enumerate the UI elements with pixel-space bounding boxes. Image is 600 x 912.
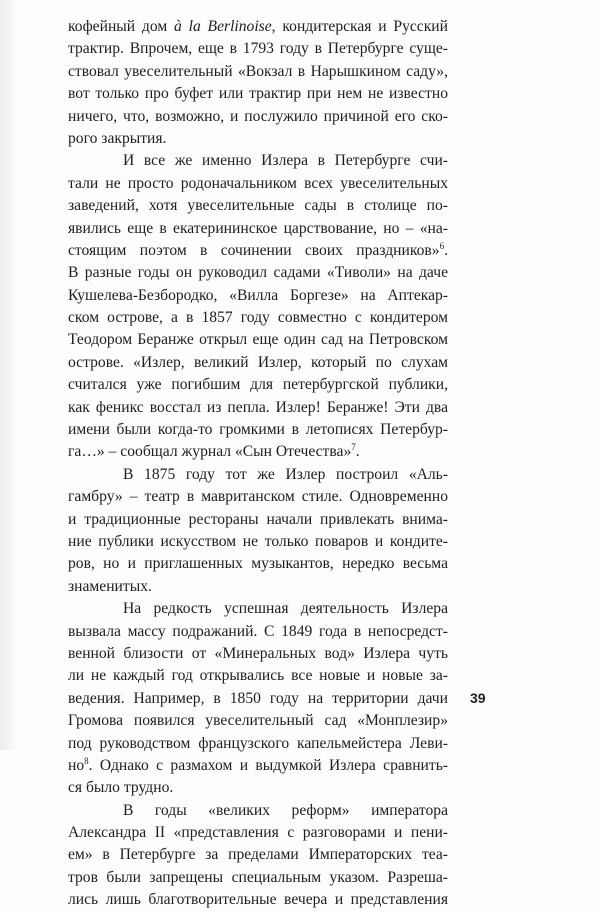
text-line: ся было трудно. — [68, 779, 174, 797]
book-page-text — [68, 16, 448, 912]
text-line: как феникс восстал из пепла. Излер! Беранже! Эти два — [68, 398, 448, 416]
text-line: вот только про буфет или трактир при нем не известно — [68, 85, 448, 103]
text-line: тров были запрещены специальным указом. Разреша- — [68, 868, 448, 886]
text-line: трактир. Впрочем, еще в 1793 году в Петербурге суще- — [68, 40, 448, 58]
text-line: под руководством французского капельмейстера Леви- — [68, 734, 448, 752]
text-line: венной близости от «Минеральных вод» Излера чуть — [68, 644, 448, 662]
page-gutter-shadow — [0, 0, 18, 750]
text-line: В разные годы он руководил садами «Тиволи» на даче — [68, 264, 448, 282]
text-line: га…» – сообщал журнал «Сын Отечества»$^7$. — [68, 442, 360, 461]
text-line: Александра II «представления с разговорами и пени- — [68, 824, 448, 842]
text-line: и традиционные рестораны начали привлекать внима- — [68, 510, 448, 528]
text-line: ничего, что, возможно, и послужило причиной его ско- — [68, 107, 448, 125]
text-line: рого закрытия. — [68, 129, 167, 147]
text-line: Кушелева-Безбородко, «Вилла Боргезе» на Аптекар- — [68, 286, 448, 304]
text-line: вызвала массу подражаний. С 1849 года в непосредст- — [68, 622, 448, 640]
text-line: ние публики искусством не только поваров и кондите- — [68, 532, 448, 550]
text-line: имени были когда-то громкими в летописях Петербур- — [68, 421, 448, 439]
text-line: В годы «великих реформ» императора — [123, 801, 448, 819]
text-line: ствовал увеселительный «Вокзал в Нарышкином саду», — [68, 62, 448, 80]
footnote-ref: 8 — [84, 755, 89, 766]
text-line: В 1875 году тот же Излер построил «Аль- — [123, 465, 448, 483]
page-number: 39 — [470, 690, 486, 706]
text-line: Громова появился увеселительный сад «Монплезир» — [68, 712, 448, 730]
text-line: заведений, хотя увеселительные сады в столице по- — [68, 197, 448, 215]
text-line: $но^8$. Однако с размахом и выдумкой Излера сравнить- — [68, 755, 448, 774]
footnote-ref: 7 — [351, 442, 356, 453]
text-line: лись лишь благотворительные вечера и представления — [68, 891, 448, 909]
text-line: На редкость успешная деятельность Излера — [123, 600, 448, 618]
text-line: И все же именно Излера в Петербурге счи- — [123, 152, 448, 170]
text-line: тали не просто родоначальником всех увеселительных — [68, 174, 448, 192]
text-line: ведения. Например, в 1850 году на территории дачи — [68, 689, 448, 707]
text-line: Теодором Беранже открыл еще один сад на Петровском — [68, 331, 448, 349]
text-line: кофейный дом à la Berlinoise, кондитерская и Русский — [68, 18, 448, 35]
text-line: ем» в Петербурге за пределами Императорских теа- — [68, 846, 448, 864]
text-line: ров, но и приглашенных музыкантов, нередко весьма — [68, 555, 448, 573]
text-line: ли не каждый год открывались все новые и новые за- — [68, 667, 448, 685]
footnote-ref: 6 — [439, 240, 445, 251]
text-line: знаменитых. — [68, 577, 152, 595]
text-line: считался уже погибшим для петербургской публики, — [68, 376, 448, 394]
text-line: ском острове, а в 1857 году совместно с кондитером — [68, 309, 448, 327]
text-line: гамбру» – театр в мавританском стиле. Одновременно — [68, 488, 448, 506]
text-line: острове. «Излер, великий Излер, который по слухам — [68, 353, 448, 371]
text-line: стоящим поэтом в сочинении своих праздников»$^6$. — [68, 240, 448, 259]
text-line: явились еще в екатерининское царствование, но – «на- — [68, 219, 448, 237]
